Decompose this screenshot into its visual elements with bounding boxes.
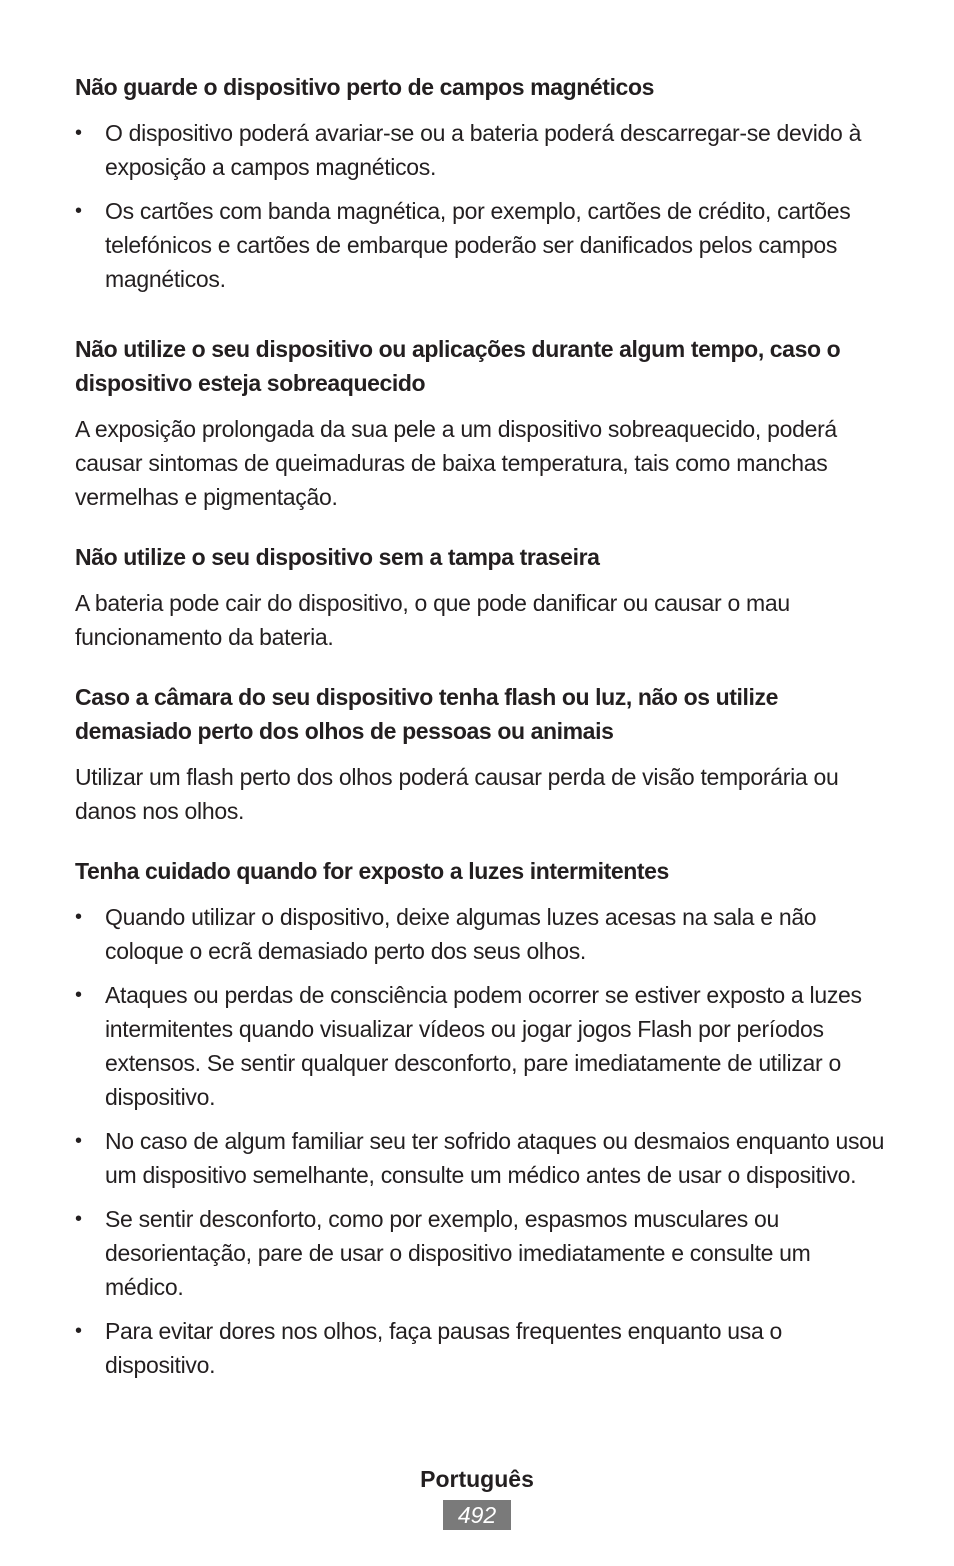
bullet-icon: •: [75, 122, 82, 144]
document-body: [75, 70, 885, 1392]
bullet-icon: •: [75, 200, 82, 222]
bullet-icon: •: [75, 1130, 82, 1152]
section-paragraph: Utilizar um flash perto dos olhos poderá causar perda de visão temporária ou danos nos olhos.: [75, 764, 839, 824]
list-item: [75, 1124, 885, 1192]
section-overheated: [75, 332, 885, 514]
list-item-text: Ataques ou perdas de consciência podem ocorrer se estiver exposto a luzes intermitentes quando visualizar vídeos ou jogar jogos Flash por períodos extensos. Se sentir qualquer desconforto, pare imediatamente de utilizar o dispositivo.: [105, 982, 862, 1110]
bullet-list: [75, 900, 885, 1382]
section-flashing-lights: [75, 854, 885, 1382]
list-item-text: Se sentir desconforto, como por exemplo, espasmos musculares ou desorientação, pare de usar o dispositivo imediatamente e consulte um médico.: [105, 1206, 811, 1300]
bullet-icon: •: [75, 1320, 82, 1342]
bullet-icon: •: [75, 1208, 82, 1230]
section-camera-flash: [75, 680, 885, 828]
section-heading: Não utilize o seu dispositivo sem a tampa traseira: [75, 544, 600, 570]
footer-language: Português: [420, 1466, 534, 1492]
list-item-text: No caso de algum familiar seu ter sofrido ataques ou desmaios enquanto usou um dispositivo semelhante, consulte um médico antes de usar o dispositivo.: [105, 1128, 885, 1188]
list-item-text: Os cartões com banda magnética, por exemplo, cartões de crédito, cartões telefónicos e cartões de embarque poderão ser danificados pelos campos magnéticos.: [105, 198, 851, 292]
section-paragraph: A exposição prolongada da sua pele a um dispositivo sobreaquecido, poderá causar sintomas de queimaduras de baixa temperatura, tais como manchas vermelhas e pigmentação.: [75, 416, 837, 510]
bullet-list: [75, 116, 885, 296]
section-magnetic-fields: [75, 70, 885, 296]
page-number: 492: [443, 1500, 511, 1530]
list-item: [75, 194, 885, 296]
bullet-icon: •: [75, 984, 82, 1006]
list-item-text: Quando utilizar o dispositivo, deixe algumas luzes acesas na sala e não coloque o ecrã demasiado perto dos seus olhos.: [105, 904, 817, 964]
list-item: [75, 116, 885, 184]
section-heading: Não guarde o dispositivo perto de campos magnéticos: [75, 74, 654, 100]
list-item: [75, 1314, 885, 1382]
list-item: [75, 978, 885, 1114]
section-heading: Não utilize o seu dispositivo ou aplicações durante algum tempo, caso o dispositivo esteja sobreaquecido: [75, 336, 841, 396]
section-heading: Tenha cuidado quando for exposto a luzes intermitentes: [75, 858, 669, 884]
bullet-icon: •: [75, 906, 82, 928]
list-item-text: Para evitar dores nos olhos, faça pausas frequentes enquanto usa o dispositivo.: [105, 1318, 783, 1378]
list-item: [75, 900, 885, 968]
section-back-cover: [75, 540, 885, 654]
section-paragraph: A bateria pode cair do dispositivo, o que pode danificar ou causar o mau funcionamento da bateria.: [75, 590, 790, 650]
section-heading: Caso a câmara do seu dispositivo tenha flash ou luz, não os utilize demasiado perto dos olhos de pessoas ou animais: [75, 684, 778, 744]
list-item-text: O dispositivo poderá avariar-se ou a bateria poderá descarregar-se devido à exposição a campos magnéticos.: [105, 120, 862, 180]
list-item: [75, 1202, 885, 1304]
page-footer: [0, 1462, 954, 1530]
